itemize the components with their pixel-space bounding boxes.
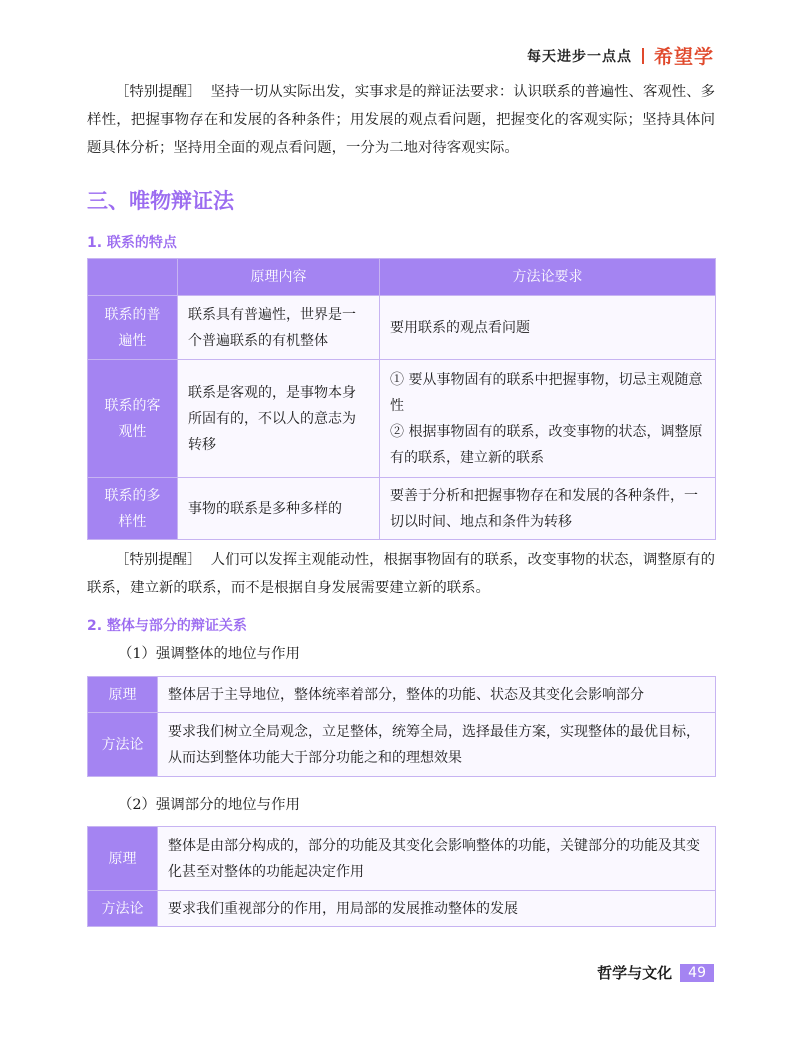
special-note-2	[87, 546, 715, 602]
brand-logo: 希望学	[653, 46, 714, 68]
header-slogan: 每天进步一点点	[526, 48, 632, 65]
method-item: ① 要从事物固有的联系中把握事物，切忌主观随意性	[390, 371, 703, 414]
table-row	[88, 713, 716, 777]
row-head: 联系的多样性	[88, 478, 178, 540]
part-title-2: （2）强调部分的地位与作用	[118, 797, 300, 813]
note-text: 坚持一切从实际出发，实事求是的辩证法要求：认识联系的普遍性、客观性、多样性，把握事物存在和发展的各种条件；用发展的观点看问题，把握变化的客观实际；坚持具体问题具体分析；坚持用全面的观点看问题，一分为二地对待客观实际。	[87, 84, 715, 156]
table-header-row	[88, 259, 716, 296]
section-title: 三、唯物辩证法	[87, 189, 234, 213]
content-cell: 要求我们重视部分的作用，用局部的发展推动整体的发展	[158, 891, 716, 927]
row-head: 方法论	[88, 713, 158, 777]
content-cell: 要求我们树立全局观念，立足整体，统筹全局，选择最佳方案，实现整体的最优目标，从而达到整体功能大于部分功能之和的理想效果	[158, 713, 716, 777]
row-head: 方法论	[88, 891, 158, 927]
content-cell: 整体是由部分构成的，部分的功能及其变化会影响整体的功能，关键部分的功能及其变化甚至对整体的功能起决定作用	[158, 827, 716, 891]
method-cell: 要用联系的观点看问题	[380, 296, 716, 360]
principle-cell: 事物的联系是多种多样的	[178, 478, 380, 540]
note-text: 人们可以发挥主观能动性，根据事物固有的联系，改变事物的状态，调整原有的联系，建立新的联系，而不是根据自身发展需要建立新的联系。	[87, 552, 715, 596]
connection-table	[87, 258, 716, 540]
book-title: 哲学与文化	[597, 964, 673, 982]
page-header	[527, 42, 714, 69]
page-number: 49	[680, 964, 714, 982]
row-head: 原理	[88, 677, 158, 713]
subsection-title-1: 1. 联系的特点	[87, 235, 177, 251]
method-item: ② 根据事物固有的联系，改变事物的状态，调整原有的联系，建立新的联系	[390, 423, 703, 466]
subsection-title-2: 2. 整体与部分的辩证关系	[87, 618, 247, 634]
table-row	[88, 360, 716, 478]
whole-table	[87, 676, 716, 777]
table-row	[88, 478, 716, 540]
table-header-cell: 方法论要求	[380, 259, 716, 296]
table-row	[88, 296, 716, 360]
content-cell: 整体居于主导地位，整体统率着部分，整体的功能、状态及其变化会影响部分	[158, 677, 716, 713]
note-tag: ［特别提醒］	[115, 84, 202, 100]
part-table	[87, 826, 716, 927]
row-head: 原理	[88, 827, 158, 891]
method-cell: 要善于分析和把握事物存在和发展的各种条件，一切以时间、地点和条件为转移	[380, 478, 716, 540]
note-tag: ［特别提醒］	[115, 552, 202, 568]
special-note-1	[87, 78, 715, 162]
table-header-cell: 原理内容	[178, 259, 380, 296]
table-row	[88, 891, 716, 927]
part-title-1: （1）强调整体的地位与作用	[118, 646, 300, 662]
row-head: 联系的普遍性	[88, 296, 178, 360]
principle-cell: 联系是客观的，是事物本身所固有的，不以人的意志为转移	[178, 360, 380, 478]
table-row	[88, 677, 716, 713]
method-cell	[380, 360, 716, 478]
table-row	[88, 827, 716, 891]
principle-cell: 联系具有普遍性，世界是一个普遍联系的有机整体	[178, 296, 380, 360]
page-footer	[597, 962, 714, 983]
table-header-cell	[88, 259, 178, 296]
row-head: 联系的客观性	[88, 360, 178, 478]
header-divider	[642, 48, 644, 64]
